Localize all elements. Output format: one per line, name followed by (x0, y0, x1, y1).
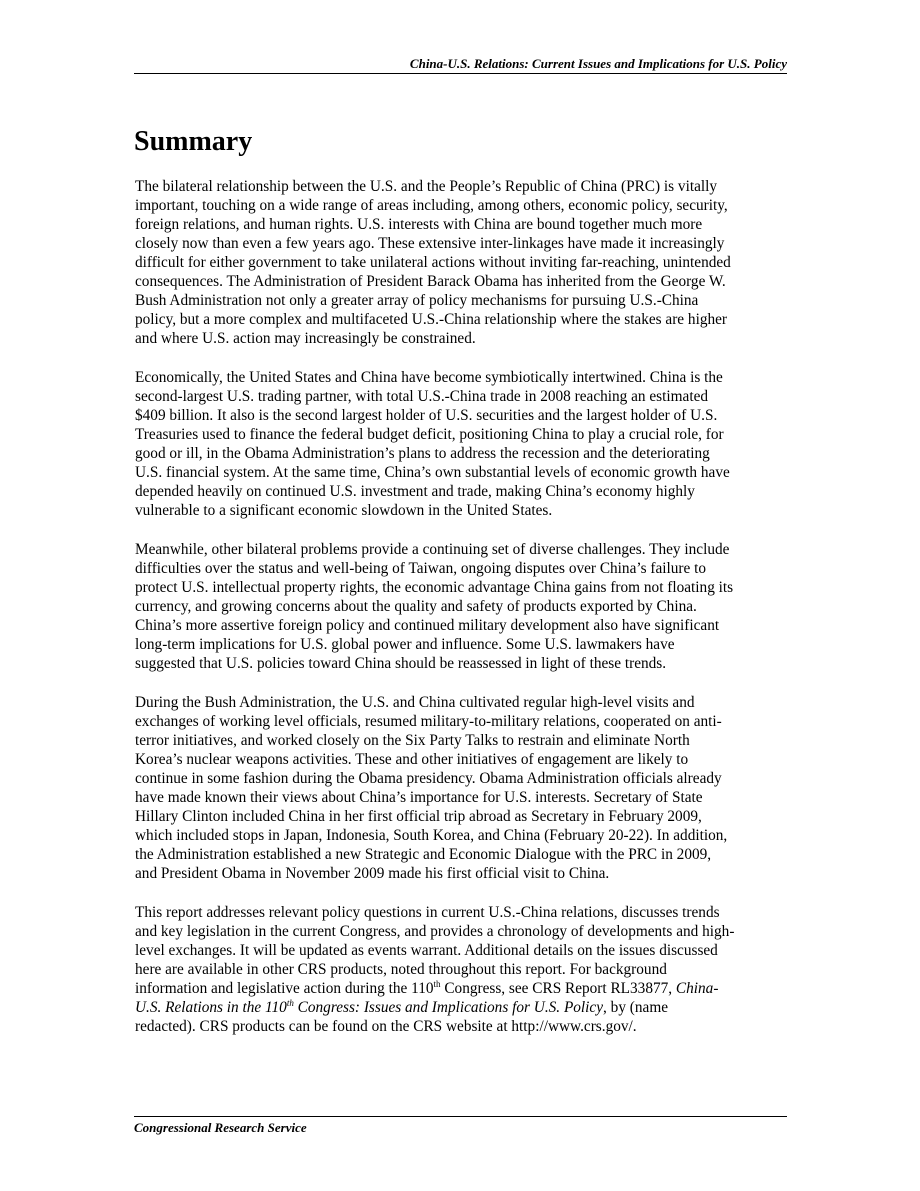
text-line: foreign relations, and human rights. U.S. interests with China are bound together much more (135, 216, 703, 233)
summary-paragraph (135, 540, 795, 673)
paragraph-report-scope (135, 903, 795, 1036)
text-line: Bush Administration not only a greater array of policy mechanisms for pursuing U.S.-China (135, 292, 699, 309)
text-line: Treasuries used to finance the federal budget deficit, positioning China to play a crucial role, for (135, 426, 724, 443)
text-line: redacted). CRS products can be found on the CRS website at http://www.crs.gov/. (135, 1018, 637, 1035)
text-line: $409 billion. It also is the second largest holder of U.S. securities and the largest holder of U.S. (135, 407, 718, 424)
text-line: and President Obama in November 2009 made his first official visit to China. (135, 865, 610, 882)
text-line: difficult for either government to take unilateral actions without inviting far-reaching, unintended (135, 254, 731, 271)
text-line: good or ill, in the Obama Administration’s plans to address the recession and the deteriorating (135, 445, 710, 462)
text-line: difficulties over the status and well-being of Taiwan, ongoing disputes over China’s failure to (135, 560, 707, 577)
text-line: During the Bush Administration, the U.S. and China cultivated regular high-level visits and (135, 694, 695, 711)
text-line: here are available in other CRS products, noted throughout this report. For background (135, 961, 667, 978)
text-line: Economically, the United States and China have become symbiotically intertwined. China is the (135, 369, 723, 386)
text-line: The bilateral relationship between the U.S. and the People’s Republic of China (PRC) is vitally (135, 178, 718, 195)
text-line: important, touching on a wide range of areas including, among others, economic policy, security, (135, 197, 728, 214)
text-line: Korea’s nuclear weapons activities. These and other initiatives of engagement are likely to (135, 751, 689, 768)
text-line: exchanges of working level officials, resumed military-to-military relations, cooperated on anti- (135, 713, 722, 730)
superscript-italic: th (286, 997, 294, 1008)
text-line: suggested that U.S. policies toward China should be reassessed in light of these trends. (135, 655, 667, 672)
text-line: China’s more assertive foreign policy and continued military development also have significant (135, 617, 720, 634)
summary-paragraph (135, 693, 795, 883)
report-title-italic: Congress: Issues and Implications for U.S. Policy (293, 999, 604, 1016)
text-line: closely now than even a few years ago. These extensive inter-linkages have made it increasingly (135, 235, 725, 252)
text-line: terror initiatives, and worked closely on the Six Party Talks to restrain and eliminate North (135, 732, 690, 749)
text-line: second-largest U.S. trading partner, with total U.S.-China trade in 2008 reaching an estimated (135, 388, 709, 405)
summary-paragraph (135, 368, 795, 520)
footer-rule (134, 1116, 787, 1117)
text-line: policy, but a more complex and multifaceted U.S.-China relationship where the stakes are higher (135, 311, 727, 328)
header-rule (134, 73, 787, 74)
text-segment: , by (name (603, 999, 669, 1016)
text-line (135, 998, 795, 1017)
text-segment: information and legislative action during the 110 (135, 980, 434, 997)
text-line: which included stops in Japan, Indonesia, South Korea, and China (February 20-22). In addition, (135, 827, 728, 844)
superscript (287, 998, 294, 1008)
summary-body (135, 177, 795, 1056)
text-line: long-term implications for U.S. global power and influence. Some U.S. lawmakers have (135, 636, 675, 653)
report-title-italic: U.S. Relations in the 110 (135, 999, 287, 1016)
text-line: and where U.S. action may increasingly be constrained. (135, 330, 476, 347)
text-line: Meanwhile, other bilateral problems provide a continuing set of diverse challenges. They include (135, 541, 730, 558)
text-line: consequences. The Administration of President Barack Obama has inherited from the George W. (135, 273, 726, 290)
text-line: currency, and growing concerns about the quality and safety of products exported by China. (135, 598, 697, 615)
running-footer: Congressional Research Service (134, 1120, 307, 1135)
text-line: Hillary Clinton included China in her first official trip abroad as Secretary in February 2009, (135, 808, 702, 825)
running-header: China-U.S. Relations: Current Issues and Implications for U.S. Policy (409, 56, 787, 71)
summary-paragraphs (135, 177, 795, 883)
text-line: the Administration established a new Strategic and Economic Dialogue with the PRC in 2009, (135, 846, 712, 863)
text-line (135, 979, 795, 998)
text-line: have made known their views about China’s importance for U.S. interests. Secretary of State (135, 789, 703, 806)
page-title: Summary (134, 126, 253, 157)
text-line: level exchanges. It will be updated as events warrant. Additional details on the issues discussed (135, 942, 718, 959)
text-line: vulnerable to a significant economic slowdown in the United States. (135, 502, 553, 519)
superscript: th (433, 978, 441, 989)
text-segment: Congress, see CRS Report RL33877, (440, 980, 676, 997)
text-line: and key legislation in the current Congress, and provides a chronology of developments and high- (135, 923, 735, 940)
summary-paragraph (135, 177, 795, 348)
text-line: continue in some fashion during the Obama presidency. Obama Administration officials already (135, 770, 722, 787)
text-line: protect U.S. intellectual property rights, the economic advantage China gains from not floating its (135, 579, 734, 596)
text-line: U.S. financial system. At the same time, China’s own substantial levels of economic growth have (135, 464, 730, 481)
report-title-italic: China- (675, 980, 719, 997)
text-line: This report addresses relevant policy questions in current U.S.-China relations, discusses trends (135, 904, 720, 921)
text-line: depended heavily on continued U.S. investment and trade, making China’s economy highly (135, 483, 695, 500)
